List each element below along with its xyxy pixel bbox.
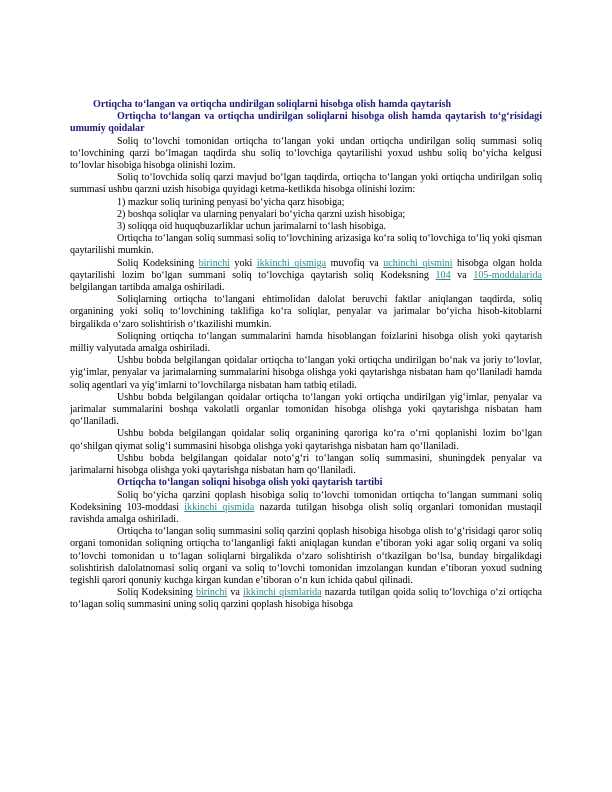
paragraph: Soliq to‘lovchida soliq qarzi mavjud bo‘lgan taqdirda, ortiqcha to‘langan yoki ortiqcha undirilgan soliq summasi ushbu qarzni uzish hisobiga quyidagi ketma-ketlikda hisobga olinishi lozim: bbox=[70, 172, 542, 196]
link-article-104[interactable]: 104 bbox=[435, 269, 451, 281]
text-span: yoki bbox=[229, 257, 257, 269]
text-span: Soliq Kodeksining bbox=[117, 587, 196, 599]
link-part-three[interactable]: uchinchi qismini bbox=[383, 257, 453, 269]
paragraph-with-links bbox=[70, 587, 542, 611]
document-title: Ortiqcha to‘langan va ortiqcha undirilgan soliqlarni hisobga olish hamda qaytarish bbox=[93, 99, 452, 110]
text-span: Soliq bo‘yicha qarzini qoplash hisobiga soliq to‘lovchi tomonidan ortiqcha to‘langan summani soliq Kodeksining 103-moddasi bbox=[70, 489, 542, 513]
text-span: Soliq Kodeksining bbox=[117, 257, 199, 269]
link-part-two[interactable]: ikkinchi qismida bbox=[184, 501, 255, 513]
paragraph: Ortiqcha to‘langan soliq summasi soliq to‘lovchining arizasiga ko‘ra soliq to‘lovchiga to‘liq yoki qisman qaytarilishi mumkin. bbox=[70, 233, 542, 257]
text-span: va bbox=[450, 269, 474, 281]
text-span: nazarda tutilgan hisobga olish soliq organlari tomonidan mustaqil ravishda amalga oshiriladi. bbox=[70, 501, 542, 525]
paragraph: Soliqlarning ortiqcha to‘langani ehtimolidan dalolat beruvchi faktlar aniqlangan taqdirda, soliq organining yoki soliq to‘lovchining taklifiga ko‘ra soliqlar, penyalar va jarimalar bo‘yicha hisob-kitoblarni birgalikda o‘zaro solishtirish o‘tkazilishi mumkin. bbox=[70, 294, 542, 330]
list-item: 1) mazkur soliq turining penyasi bo‘yicha qarz hisobiga; bbox=[117, 196, 345, 208]
link-article-105[interactable]: 105-moddalarida bbox=[473, 269, 542, 281]
link-parts-two[interactable]: ikkinchi qismlarida bbox=[243, 587, 322, 599]
text-span: belgilangan tartibda amalga oshiriladi. bbox=[70, 282, 225, 294]
paragraph-with-links bbox=[70, 258, 542, 295]
list-item: 2) boshqa soliqlar va ularning penyalari bo‘yicha qarzni uzish hisobiga; bbox=[117, 208, 406, 220]
section-heading-general-rules: Ortiqcha to‘langan va ortiqcha undirilgan soliqlarni hisobga olish hamda qaytarish to‘g‘risidagi umumiy qoidalar bbox=[70, 111, 542, 135]
paragraph: Soliq to‘lovchi tomonidan ortiqcha to‘langan yoki undan ortiqcha undirilgan soliq summasi soliq to‘lovchining qarzi bo‘lmagan taqdirda shu soliq to‘lovchiga qaytarilishi yoxud ushbu soliq bo‘yicha kelgusi to‘lovlar hisobiga hisobga olinishi lozim. bbox=[70, 135, 542, 172]
document-body bbox=[70, 99, 542, 612]
text-span: hisobga olgan holda qaytarilishi lozim bo‘lgan summani soliq to‘lovchiga qaytarish soliq Kodeksning bbox=[70, 257, 542, 281]
paragraph: Ushbu bobda belgilangan qoidalar soliq organining qaroriga ko‘ra o‘rni qoplanishi lozim bo‘lgan qo‘shilgan qiymat solig‘i summasini hisobga olishga yoki qaytarishga nisbatan ham qo‘llaniladi. bbox=[70, 428, 542, 452]
text-span: muvofiq va bbox=[326, 257, 384, 269]
text-span: va bbox=[227, 587, 244, 599]
section-heading-refund-procedure: Ortiqcha to‘langan soliqni hisobga olish yoki qaytarish tartibi bbox=[117, 477, 383, 489]
text-span: nazarda tutilgan qoida soliq to‘lovchiga o‘zi ortiqcha to‘lagan soliq summasini uning soliq qarzini qoplash hisobiga hisobga bbox=[70, 587, 542, 611]
paragraph: Ushbu bobda belgilangan qoidalar noto‘g‘ri to‘langan soliq summasini, shuningdek penyalar va jarimalarni hisobga olishga yoki qaytarishga nisbatan ham qo‘llaniladi. bbox=[70, 452, 542, 477]
list-item: 3) soliqqa oid huquqbuzarliklar uchun jarimalarni to‘lash hisobiga. bbox=[117, 221, 386, 233]
paragraph: Soliqning ortiqcha to‘langan summalarini hamda hisoblangan foizlarini hisobga olish yoki qaytarish milliy valyutada amalga oshiriladi. bbox=[70, 330, 542, 355]
paragraph: Ortiqcha to‘langan soliq summasini soliq qarzini qoplash hisobiga hisobga olish to‘g‘risidagi qaror soliq organi tomonidan soliqning ortiqcha to‘langanligi fakti aniqlagan kundan e’tiboran yoki agar soliq organi va soliq to‘lovchi tomonidan u to‘lagan soliqlarni birgalikda o‘zaro solishtirish o‘tkazilgan bo‘lsa, bunday birgalikdagi solishtirish dalolatnomasi soliq organi va soliq to‘lovchi tomonidan imzolangan kundan e’tiboran yoxud sudning tegishli qarori qonuniy kuchga kirgan kundan e’tiboran o‘n kun ichida qabul qilinadi. bbox=[70, 526, 542, 586]
paragraph-with-links bbox=[70, 490, 542, 527]
paragraph: Ushbu bobda belgilangan qoidalar ortiqcha to‘langan yoki ortiqcha undirilgan yig‘imlar, penyalar va jarimalar summalarini boshqa vakolatli organlar tomonidan hisobga olishga yoki qaytarishga nisbatan ham qo‘llaniladi. bbox=[70, 391, 542, 428]
link-part-two[interactable]: ikkinchi qismiga bbox=[256, 257, 327, 269]
paragraph: Ushbu bobda belgilangan qoidalar ortiqcha to‘langan yoki ortiqcha undirilgan bo‘nak va joriy to‘lovlar, yig‘imlar, penyalar va jarimalarning summalarini hisobga olishga yoki qaytarishga nisbatan ham qo‘llaniladi hamda soliq agentlari va yig‘imlarni to‘lovchilarga nisbatan ham tatbiq etiladi. bbox=[70, 355, 542, 391]
link-part-one[interactable]: birinchi bbox=[198, 257, 230, 269]
link-part-one[interactable]: birinchi bbox=[195, 587, 228, 599]
